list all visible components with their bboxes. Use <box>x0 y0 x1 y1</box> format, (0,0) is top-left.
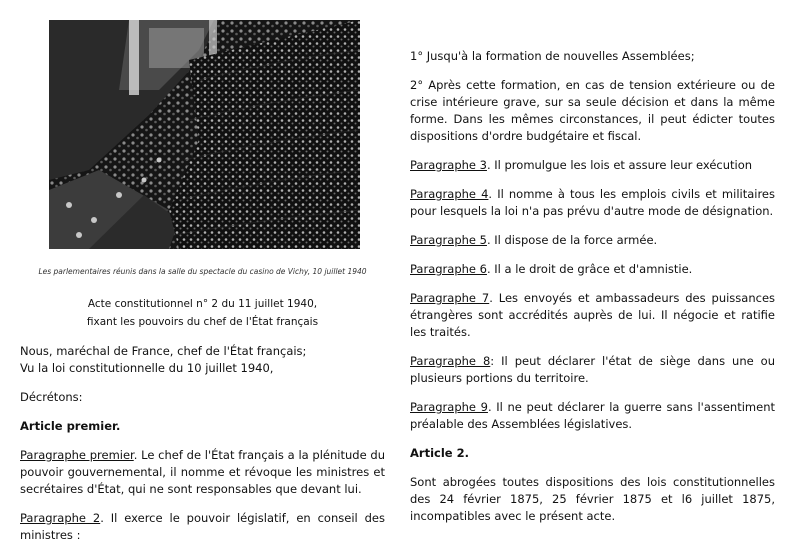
preamble-line-1: Nous, maréchal de France, chef de l'État français; <box>20 344 307 358</box>
paragraphe-5-text: . Il dispose de la force armée. <box>486 233 658 247</box>
paragraphe-premier-text: . Le chef de l'État français a la plénitude du pouvoir gouvernemental, il nomme et révoque les ministres et secrétaires d'État, qui ne sont responsables que devant lui. <box>20 448 385 496</box>
paragraphe-5-label: Paragraphe 5 <box>410 233 487 247</box>
decretons-text: Décrétons: <box>20 390 83 404</box>
paragraphe-2-text: . Il exerce le pouvoir législatif, en conseil des ministres : <box>20 511 385 542</box>
paragraphe-6-text: . Il a le droit de grâce et d'amnistie. <box>486 262 693 276</box>
paragraphe-3 <box>410 157 775 174</box>
paragraphe-3-label: Paragraphe 3 <box>410 158 487 172</box>
paragraphe-7-label: Paragraphe 7 <box>410 291 490 305</box>
preamble-line-2: Vu la loi constitutionnelle du 10 juillet 1940, <box>20 361 274 375</box>
photo-caption: Les parlementaires réunis dans la salle du spectacle du casino de Vichy, 10 juillet 1940 <box>38 267 367 276</box>
paragraphe-4-text: . Il nomme à tous les emplois civils et militaires pour lesquels la loi n'a pas prévu d'autre mode de désignation. <box>410 187 776 218</box>
paragraphe-premier-label: Paragraphe premier <box>20 448 134 462</box>
paragraphe-9 <box>410 399 775 433</box>
paragraphe-7-text: . Les envoyés et ambassadeurs des puissances étrangères sont accrédités auprès de lui. Il négocie et ratifie les traités. <box>410 291 776 339</box>
paragraphe-3-text: . Il promulgue les lois et assure leur exécution <box>486 158 753 172</box>
act-title <box>20 295 385 331</box>
paragraphe-6 <box>410 261 775 278</box>
paragraphe-4 <box>410 186 775 220</box>
paragraphe-5 <box>410 232 775 249</box>
left-column <box>20 20 385 544</box>
paragraphe-9-label: Paragraphe 9 <box>410 400 488 414</box>
paragraphe-9-text: . Il ne peut déclarer la guerre sans l'assentiment préalable des Assemblées législatives. <box>410 400 775 431</box>
paragraphe-2 <box>20 510 385 544</box>
paragraphe-8-text: : Il peut déclarer l'état de siège dans une ou plusieurs portions du territoire. <box>410 354 776 385</box>
paragraphe-2-label: Paragraphe 2 <box>20 511 101 525</box>
paragraphe-4-label: Paragraphe 4 <box>410 187 489 201</box>
act-title-line-1: Acte constitutionnel n° 2 du 11 juillet 1940, <box>87 298 318 310</box>
article-2-heading: Article 2. <box>410 446 469 460</box>
assembly-hall-photo <box>49 20 360 249</box>
paragraphe-6-label: Paragraphe 6 <box>410 262 487 276</box>
right-column <box>410 48 775 525</box>
paragraphe-8 <box>410 353 775 387</box>
article-2-text: Sont abrogées toutes dispositions des lois constitutionnelles des 24 février 1875, 25 février 1875 et l6 juillet 1875, incompatibles avec le présent acte. <box>410 475 775 523</box>
item-2: 2° Après cette formation, en cas de tension extérieure ou de crise intérieure grave, sur sa seule décision et dans la même forme. Dans les mêmes circonstances, il peut édicter toutes dispositions d'ordre budgétaire et fiscal. <box>410 78 775 143</box>
paragraphe-8-label: Paragraphe 8 <box>410 354 491 368</box>
photo-drawing <box>49 20 360 249</box>
article-premier-heading: Article premier. <box>20 419 121 433</box>
item-1: 1° Jusqu'à la formation de nouvelles Assemblées; <box>410 49 695 63</box>
act-title-line-2: fixant les pouvoirs du chef de l'État français <box>86 316 319 328</box>
paragraphe-premier <box>20 447 385 498</box>
paragraphe-7 <box>410 290 775 341</box>
